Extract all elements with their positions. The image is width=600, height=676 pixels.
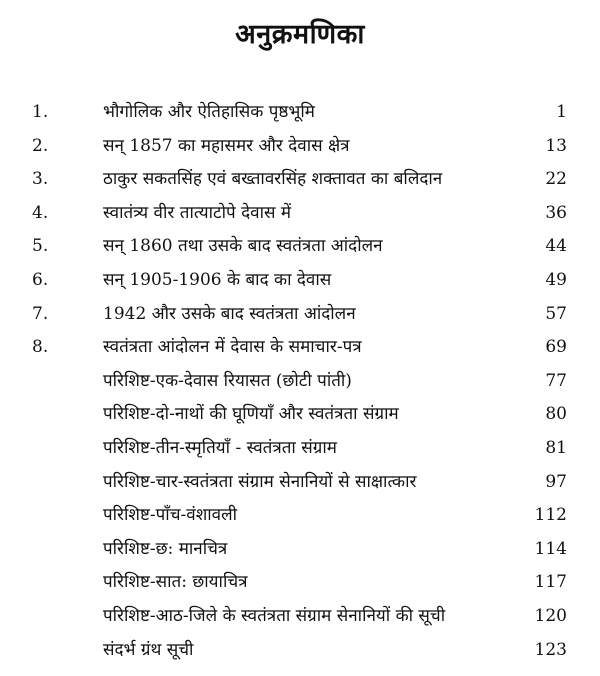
toc-entry-page-number: 114 bbox=[534, 538, 567, 559]
toc-entry-page-number: 112 bbox=[534, 505, 567, 526]
toc-entry bbox=[0, 230, 600, 264]
toc-entry-page-number: 81 bbox=[545, 437, 567, 458]
toc-entry-title: परिशिष्ट-आठ-जिले के स्वतंत्रता संग्राम सेनानियों की सूची bbox=[103, 605, 446, 626]
toc-entry-title: परिशिष्ट-तीन-स्मृतियाँ - स्वतंत्रता संग्राम bbox=[103, 437, 337, 458]
toc-entry bbox=[0, 130, 600, 164]
toc-entry-title: परिशिष्ट-सात: छायाचित्र bbox=[103, 572, 248, 593]
toc-entry-page-number: 117 bbox=[534, 572, 567, 593]
toc-entry-page-number: 44 bbox=[545, 236, 567, 257]
toc-entry bbox=[0, 96, 600, 130]
toc-entry bbox=[0, 398, 600, 432]
toc-entry-number: 3. bbox=[32, 169, 49, 190]
toc-entry bbox=[0, 600, 600, 634]
toc-entry bbox=[0, 432, 600, 466]
toc-entry bbox=[0, 331, 600, 365]
toc-entry-page-number: 69 bbox=[545, 337, 567, 358]
toc-entry bbox=[0, 499, 600, 533]
toc-list bbox=[0, 96, 600, 667]
toc-entry bbox=[0, 533, 600, 567]
toc-entry-number: 7. bbox=[32, 303, 49, 324]
toc-entry-page-number: 22 bbox=[545, 169, 567, 190]
toc-entry-title: स्वतंत्रता आंदोलन में देवास के समाचार-पत्र bbox=[103, 337, 362, 358]
toc-entry bbox=[0, 466, 600, 500]
toc-entry-title: 1942 और उसके बाद स्वतंत्रता आंदोलन bbox=[103, 303, 356, 324]
toc-entry-title: परिशिष्ट-छ: मानचित्र bbox=[103, 538, 228, 559]
toc-entry-page-number: 57 bbox=[545, 303, 567, 324]
toc-entry-page-number: 120 bbox=[534, 605, 567, 626]
toc-entry-page-number: 77 bbox=[545, 370, 567, 391]
toc-entry-number: 5. bbox=[32, 236, 49, 257]
toc-entry bbox=[0, 163, 600, 197]
toc-entry bbox=[0, 365, 600, 399]
toc-entry-title: भौगोलिक और ऐतिहासिक पृष्ठभूमि bbox=[103, 102, 315, 122]
toc-entry-page-number: 97 bbox=[545, 471, 567, 492]
toc-entry-title: परिशिष्ट-चार-स्वतंत्रता संग्राम सेनानियों से साक्षात्कार bbox=[103, 471, 417, 492]
toc-entry bbox=[0, 298, 600, 332]
toc-entry-page-number: 80 bbox=[545, 404, 567, 425]
toc-entry bbox=[0, 264, 600, 298]
toc-entry-title: परिशिष्ट-दो-नाथों की घूणियाँ और स्वतंत्रता संग्राम bbox=[103, 404, 399, 425]
toc-entry-number: 4. bbox=[32, 202, 49, 223]
toc-entry bbox=[0, 566, 600, 600]
toc-entry-title: सन् 1857 का महासमर और देवास क्षेत्र bbox=[103, 135, 350, 156]
toc-entry bbox=[0, 197, 600, 231]
toc-entry-page-number: 1 bbox=[556, 102, 567, 122]
toc-entry-number: 8. bbox=[32, 337, 49, 358]
toc-entry-number: 1. bbox=[32, 102, 49, 122]
toc-entry-title: सन् 1905-1906 के बाद का देवास bbox=[103, 269, 332, 290]
toc-entry-title: स्वातंत्र्य वीर तात्याटोपे देवास में bbox=[103, 202, 292, 223]
toc-entry bbox=[0, 634, 600, 668]
toc-entry-number: 6. bbox=[32, 269, 49, 290]
toc-entry-page-number: 13 bbox=[545, 135, 567, 156]
toc-entry-title: सन् 1860 तथा उसके बाद स्वतंत्रता आंदोलन bbox=[103, 236, 383, 257]
toc-entry-title: ठाकुर सकतसिंह एवं बख्तावरसिंह शक्तावत का बलिदान bbox=[103, 169, 443, 190]
toc-entry-page-number: 123 bbox=[534, 639, 567, 660]
toc-entry-title: परिशिष्ट-पाँच-वंशावली bbox=[103, 505, 238, 526]
toc-entry-title: परिशिष्ट-एक-देवास रियासत (छोटी पांती) bbox=[103, 370, 352, 391]
toc-entry-page-number: 36 bbox=[545, 202, 567, 223]
page-title: अनुक्रमणिका bbox=[235, 19, 365, 50]
toc-entry-number: 2. bbox=[32, 135, 49, 156]
toc-entry-title: संदर्भ ग्रंथ सूची bbox=[103, 639, 194, 660]
toc-entry-page-number: 49 bbox=[545, 269, 567, 290]
